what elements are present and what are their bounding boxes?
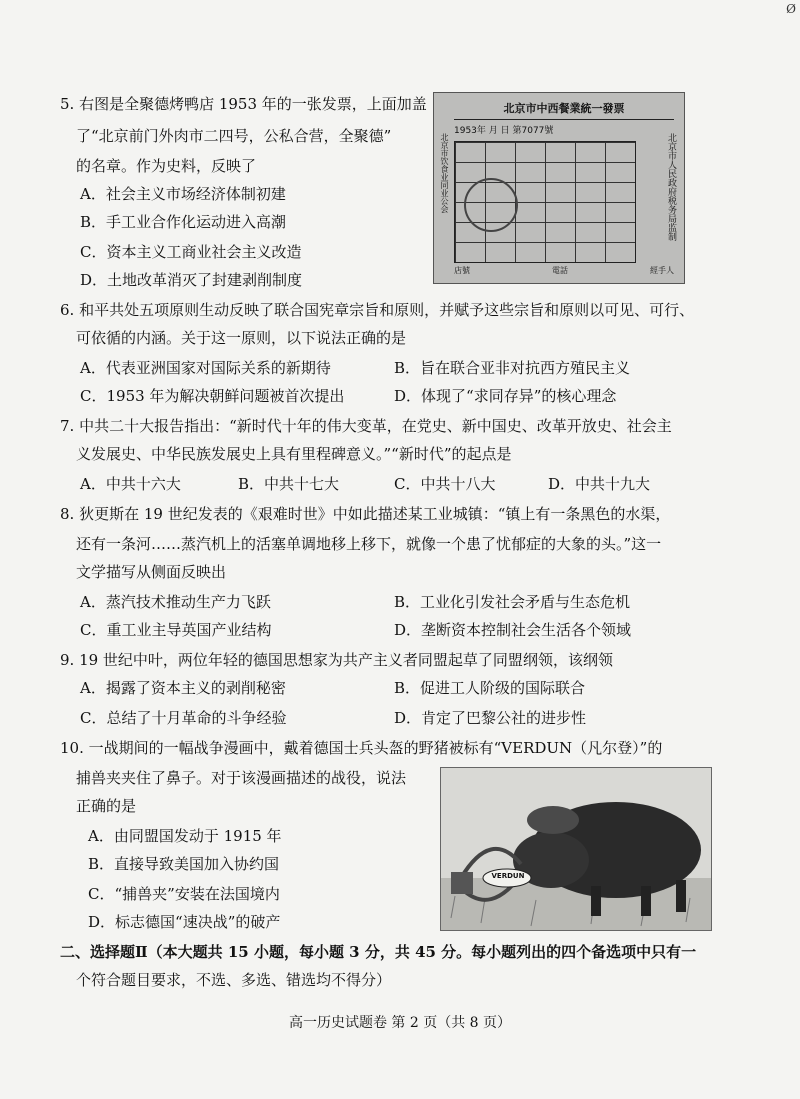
q8-option-a: A．蒸汽技术推动生产力飞跃: [80, 593, 271, 611]
q6-stem-line-1: 6. 和平共处五项原则生动反映了联合国宪章宗旨和原则，并赋予这些宗旨和原则以可见、可行、: [60, 301, 695, 319]
receipt-date-row: 1953年 月 日 第7077號: [454, 126, 554, 136]
q10-option-c: C．“捕兽夹”安装在法国境内: [88, 885, 280, 903]
verdun-cartoon: [440, 767, 712, 931]
q5-stem-line-1: 5. 右图是全聚德烤鸭店 1953 年的一张发票，上面加盖: [60, 95, 427, 113]
q6-option-a: A．代表亚洲国家对国际关系的新期待: [80, 359, 331, 377]
q5-option-b: B．手工业合作化运动进入高潮: [80, 213, 287, 231]
q8-option-b: B．工业化引发社会矛盾与生态危机: [394, 593, 631, 611]
q7-stem-line-2: 义发展史、中华民族发展史上具有里程碑意义。”“新时代”的起点是: [76, 445, 512, 463]
q10-stem-line-1: 10. 一战期间的一幅战争漫画中，戴着德国士兵头盔的野猪被标有“VERDUN（凡尔登）”的: [60, 739, 663, 757]
cartoon-verdun-label: VERDUN: [491, 872, 525, 880]
q5-option-a: A．社会主义市场经济体制初建: [80, 185, 286, 203]
receipt-side-right: 北京市人民政府税务局监制: [666, 133, 676, 241]
q6-option-c: C．1953 年为解决朝鲜问题被首次提出: [80, 387, 345, 405]
corner-mark: Ø: [786, 2, 796, 16]
q9-stem-line-1: 9. 19 世纪中叶，两位年轻的德国思想家为共产主义者同盟起草了同盟纲领，该纲领: [60, 651, 613, 669]
receipt-footer-handler: 經手人: [650, 266, 674, 275]
q5-stem-line-3: 的名章。作为史料，反映了: [76, 157, 257, 175]
receipt-footer: [454, 265, 674, 277]
q10-option-b: B．直接导致美国加入协约国: [88, 855, 280, 873]
q9-option-c: C．总结了十月革命的斗争经验: [80, 709, 287, 727]
q5-option-d: D．土地改革消灭了封建剥削制度: [80, 271, 303, 289]
q9-option-d: D．肯定了巴黎公社的进步性: [394, 709, 587, 727]
receipt-footer-phone: 電話: [552, 266, 568, 275]
q7-option-c: C．中共十八大: [394, 475, 496, 493]
q9-option-b: B．促进工人阶级的国际联合: [394, 679, 586, 697]
q5-stem-line-2: 了“北京前门外肉市二四号，公私合营，全聚德”: [76, 127, 392, 145]
q8-stem-line-2: 还有一条河……蒸汽机上的活塞单调地移上移下，就像一个患了忧郁症的大象的头。”这一: [76, 535, 662, 553]
receipt-stamp: [464, 178, 518, 232]
q10-stem-line-2: 捕兽夹夹住了鼻子。对于该漫画描述的战役，说法: [76, 769, 407, 787]
q6-stem-line-2: 可依循的内涵。关于这一原则，以下说法正确的是: [76, 329, 407, 347]
q7-stem-line-1: 7. 中共二十大报告指出：“新时代十年的伟大变革，在党史、新中国史、改革开放史、社会主: [60, 417, 672, 435]
section2-heading-line-2: 个符合题目要求，不选、多选、错选均不得分）: [76, 971, 392, 989]
q6-option-b: B．旨在联合亚非对抗西方殖民主义: [394, 359, 631, 377]
section2-heading-line-1: 二、选择题Ⅱ（本大题共 15 小题，每小题 3 分，共 45 分。每小题列出的四个备选项中只有一: [60, 943, 697, 961]
receipt-photo: [433, 92, 685, 284]
q7-option-a: A．中共十六大: [80, 475, 181, 493]
q8-stem-line-1: 8. 狄更斯在 19 世纪发表的《艰难时世》中如此描述某工业城镇：“镇上有一条黑色的水渠，: [60, 505, 671, 523]
q5-option-c: C．资本主义工商业社会主义改造: [80, 243, 302, 261]
cartoon-drawing: [441, 768, 711, 930]
q8-option-d: D．垄断资本控制社会生活各个领域: [394, 621, 632, 639]
q10-option-a: A．由同盟国发动于 1915 年: [88, 827, 282, 845]
q10-stem-line-3: 正确的是: [76, 797, 137, 815]
q7-option-d: D．中共十九大: [548, 475, 651, 493]
page-footer: 高一历史试题卷 第 2 页（共 8 页）: [288, 1015, 512, 1031]
q9-option-a: A．揭露了资本主义的剥削秘密: [80, 679, 286, 697]
q6-option-d: D．体现了“求同存异”的核心理念: [394, 387, 617, 405]
q7-option-b: B．中共十七大: [238, 475, 340, 493]
receipt-title: 北京市中西餐業統一發票: [454, 99, 674, 120]
receipt-footer-shop: 店號: [454, 266, 470, 275]
q8-stem-line-3: 文学描写从侧面反映出: [76, 563, 227, 581]
q8-option-c: C．重工业主导英国产业结构: [80, 621, 272, 639]
q10-option-d: D．标志德国“速决战”的破产: [88, 913, 281, 931]
receipt-side-left: 北京市饮食业同业公会: [440, 133, 449, 213]
